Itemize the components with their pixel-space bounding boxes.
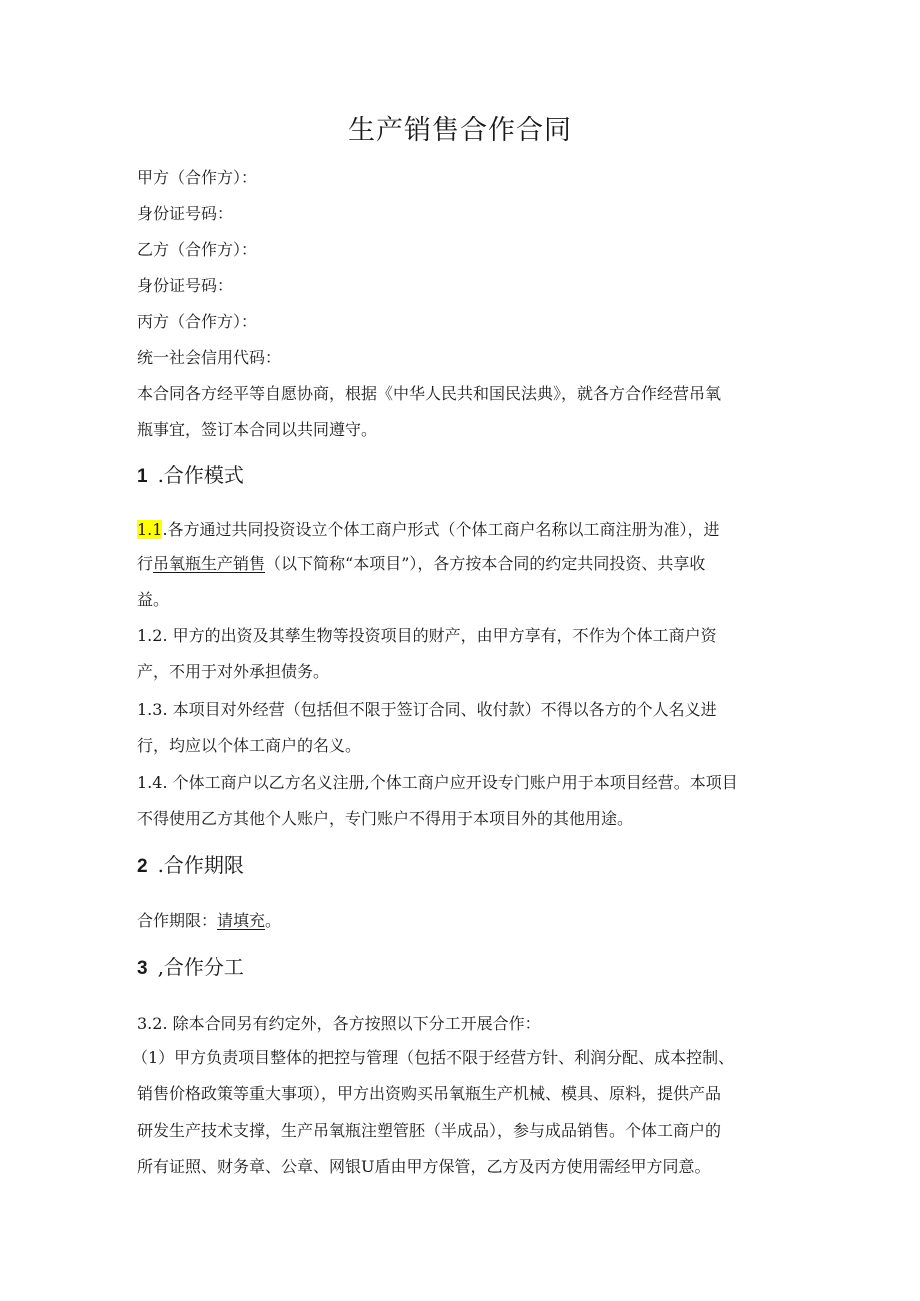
section-1-number: 1 bbox=[137, 466, 148, 487]
section-3-title: ,合作分工 bbox=[157, 955, 244, 979]
item-1-line-1: （1）甲方负责项目整体的把控与管理（包括不限于经营方针、利润分配、成本控制、 bbox=[132, 1048, 735, 1067]
term-line bbox=[137, 910, 281, 932]
clause-1-1-line-2-text: （以下简称“本项目”），各方按本合同的约定共同投资、共享收 bbox=[265, 554, 706, 573]
item-1-line-2: 销售价格政策等重大事项），甲方出资购买吊氧瓶生产机械、模具、原料，提供产品 bbox=[137, 1084, 722, 1103]
section-2-number: 2 bbox=[137, 856, 148, 877]
section-3-number: 3 bbox=[137, 958, 148, 979]
item-1-line-4: 所有证照、财务章、公章、网银U盾由甲方保管，乙方及丙方使用需经甲方同意。 bbox=[137, 1157, 711, 1176]
term-label: 合作期限： bbox=[137, 911, 218, 930]
section-2-heading bbox=[137, 851, 244, 881]
party-b-label: 乙方（合作方）： bbox=[137, 240, 258, 259]
intro-line-2: 瓶事宜，签订本合同以共同遵守。 bbox=[137, 420, 378, 439]
clause-1-1-line-3: 益。 bbox=[137, 590, 170, 609]
party-c-label: 丙方（合作方）： bbox=[137, 312, 258, 331]
clause-1-4-line-1: 1.4. 个体工商户以乙方名义注册,个体工商户应开设专门账户用于本项目经营。本项目 bbox=[137, 773, 738, 792]
clause-1-1-line-1-text: .各方通过共同投资设立个体工商户形式（个体工商户名称以工商注册为准），进 bbox=[162, 520, 720, 539]
party-c-credit-code-label: 统一社会信用代码： bbox=[137, 348, 282, 367]
section-2-title: .合作期限 bbox=[157, 853, 244, 877]
clause-1-1-line-2 bbox=[137, 553, 705, 575]
intro-line-1: 本合同各方经平等自愿协商，根据《中华人民共和国民法典》，就各方合作经营吊氧 bbox=[137, 384, 722, 403]
clause-1-2-line-2: 产，不用于对外承担债务。 bbox=[137, 662, 330, 681]
section-1-title: .合作模式 bbox=[157, 463, 244, 487]
highlighted-clause-number: 1.1 bbox=[137, 520, 163, 539]
section-1-heading bbox=[137, 461, 244, 491]
party-b-id-label: 身份证号码： bbox=[137, 276, 234, 295]
term-value-placeholder: 请填充 bbox=[217, 911, 266, 930]
clause-1-3-line-2: 行，均应以个体工商户的名义。 bbox=[137, 736, 362, 755]
clause-1-1-line-2-prefix: 行 bbox=[137, 554, 154, 573]
clause-1-4-line-2: 不得使用乙方其他个人账户，专门账户不得用于本项目外的其他用途。 bbox=[137, 809, 634, 828]
item-1-line-3: 研发生产技术支撑，生产吊氧瓶注塑管胚（半成品），参与成品销售。个体工商户的 bbox=[137, 1121, 722, 1140]
clause-3-2: 3.2. 除本合同另有约定外，各方按照以下分工开展合作： bbox=[137, 1014, 541, 1033]
document-title: 生产销售合作合同 bbox=[348, 115, 572, 146]
party-a-label: 甲方（合作方）： bbox=[137, 168, 258, 187]
party-a-id-label: 身份证号码： bbox=[137, 204, 234, 223]
clause-1-1-line-1 bbox=[137, 519, 720, 541]
clause-1-2-line-1: 1.2. 甲方的出资及其孳生物等投资项目的财产，由甲方享有，不作为个体工商户资 bbox=[137, 626, 717, 645]
term-end: 。 bbox=[265, 911, 282, 930]
section-3-heading bbox=[137, 953, 244, 983]
project-name-underlined: 吊氧瓶生产销售 bbox=[153, 554, 266, 573]
clause-1-3-line-1: 1.3. 本项目对外经营（包括但不限于签订合同、收付款）不得以各方的个人名义进 bbox=[137, 700, 717, 719]
